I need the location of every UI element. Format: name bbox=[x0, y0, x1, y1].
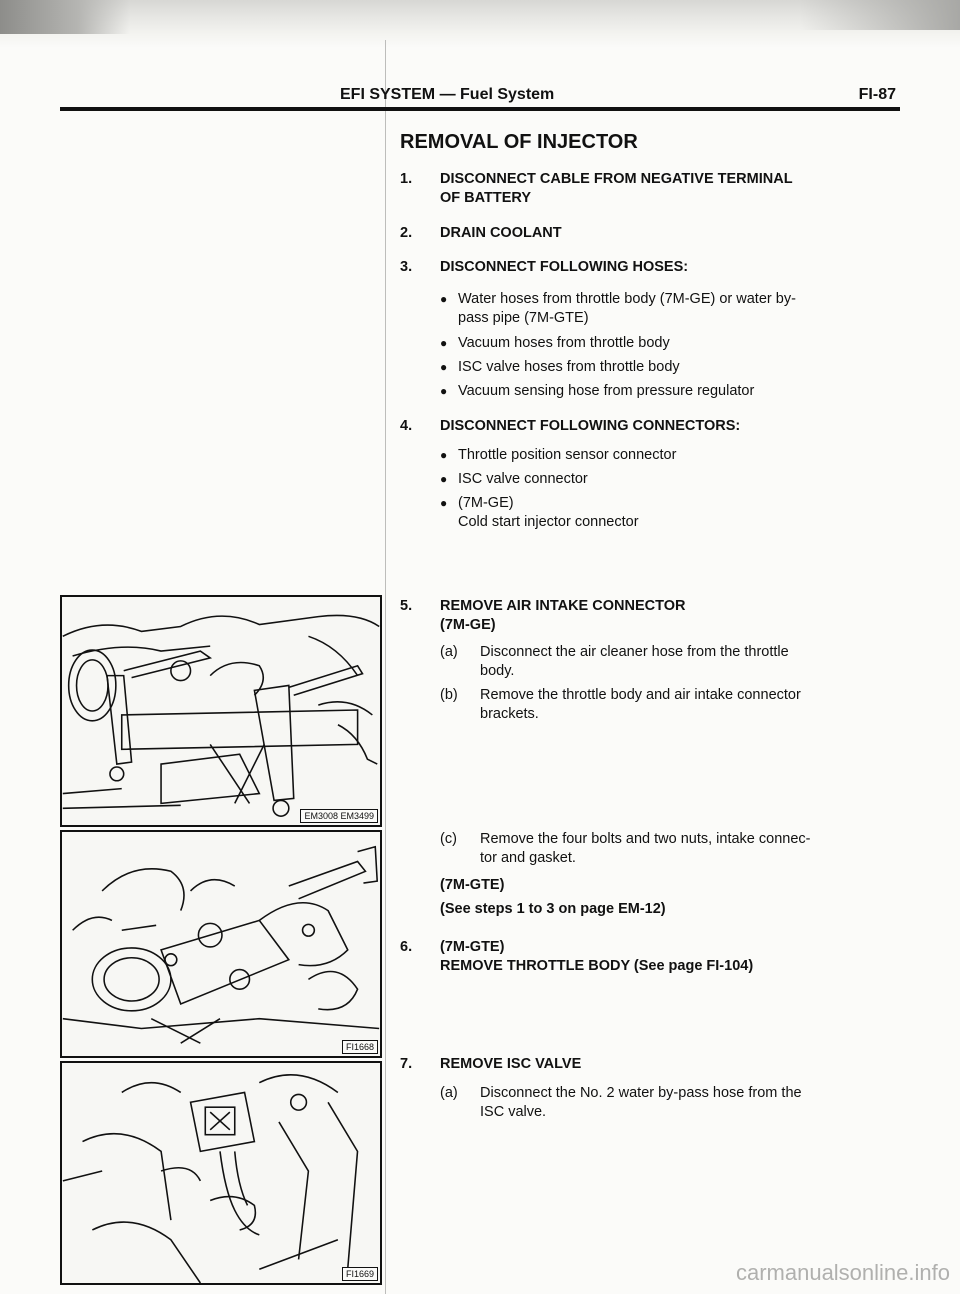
figure-intake-bolts bbox=[60, 830, 382, 1058]
scan-edge bbox=[0, 0, 960, 48]
list-item: ● (7M-GE) Cold start injector connector bbox=[458, 494, 639, 532]
page-number: FI-87 bbox=[858, 86, 896, 103]
figure-intake-connector-brackets bbox=[60, 595, 382, 827]
throttle-body-illustration bbox=[62, 832, 380, 1056]
list-item: ● Vacuum hoses from throttle body bbox=[458, 334, 670, 353]
figure-isc-valve-hose bbox=[60, 1061, 382, 1285]
list-item: ● Vacuum sensing hose from pressure regulator bbox=[458, 382, 754, 401]
figure-code: EM3008 EM3499 bbox=[300, 809, 378, 823]
list-item: ● Water hoses from throttle body (7M-GE) or water by- pass pipe (7M-GTE) bbox=[458, 290, 796, 328]
page-header bbox=[60, 86, 900, 104]
figure-code: FI1669 bbox=[342, 1267, 378, 1281]
figure-code: FI1668 bbox=[342, 1040, 378, 1054]
list-item: ● ISC valve hoses from throttle body bbox=[458, 358, 680, 377]
engine-bracket-illustration bbox=[62, 597, 380, 825]
section-title: REMOVAL OF INJECTOR bbox=[400, 131, 638, 153]
header-rule bbox=[60, 107, 900, 111]
isc-valve-illustration bbox=[62, 1063, 380, 1283]
step-5-gte-note: (7M-GTE) (See steps 1 to 3 on page EM-12) bbox=[440, 877, 666, 917]
list-item: ● Throttle position sensor connector bbox=[458, 446, 676, 465]
watermark: carmanualsonline.info bbox=[735, 1260, 950, 1285]
column-divider bbox=[385, 40, 386, 1294]
list-item: ● ISC valve connector bbox=[458, 470, 588, 489]
header-title: EFI SYSTEM — Fuel System bbox=[340, 86, 555, 103]
